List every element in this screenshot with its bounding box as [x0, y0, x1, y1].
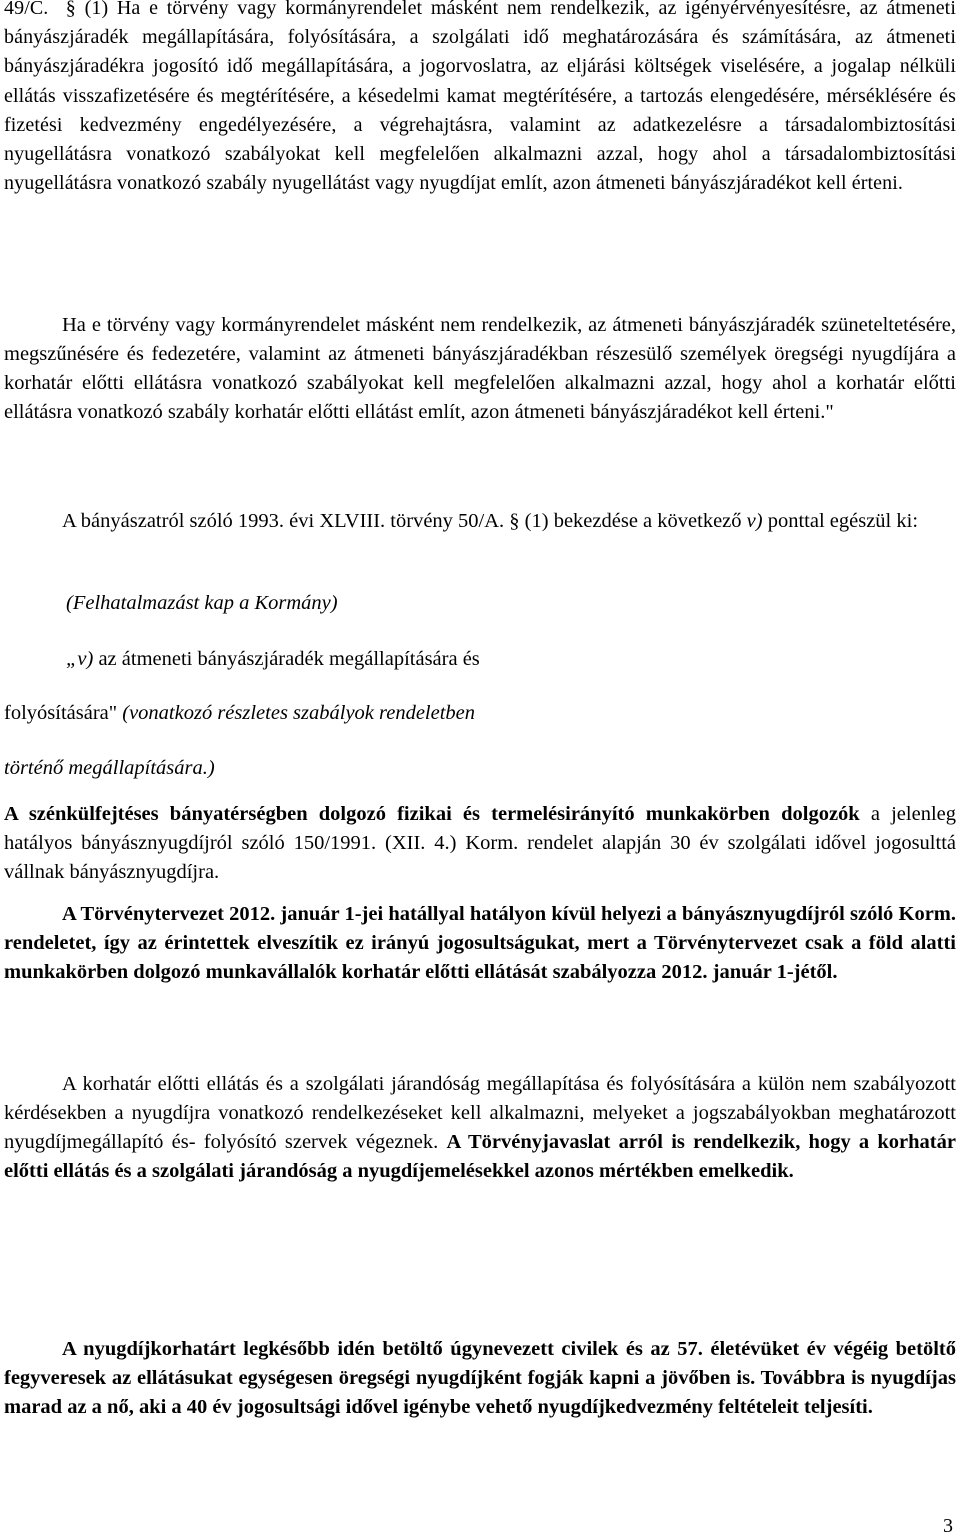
paragraph-korhatar-elotti: A korhatár előtti ellátás és a szolgálati járandóság megállapítása és folyósítására a külön nem szabályozott kérdésekben a nyugdíjra vonatkozó rendelkezéseket kell alkalmazni, melyeket a jogszabályokban meghatározott nyugdíjmegállapító és- folyósító szervek végeznek. A Törvényjavaslat arról is rendelkezik, hogy a korhatár előtti ellátás és a szolgálati járandóság a nyugdíjemelésekkel azonos mértékben emelkedik. — [4, 1073, 956, 1182]
paragraph-nyugdijkorhatar: A nyugdíjkorhatárt legkésőbb idén betöltő úgynevezett civilek és az 57. életévüket év végéig betöltő fegyveresek az ellátásukat egységesen öregségi nyugdíjként fogják kapni a jövőben is. Továbbra is nyugdíjas marad az a nő, aki a 40 év jogosultsági idővel igénybe vehető nyugdíjkedvezmény feltételeit teljesíti. — [4, 1338, 956, 1418]
paragraph-szenkulfejteses: A szénkülfejtéses bányatérségben dolgozó fizikai és termelésirányító munkakörben dolgozók a jelenleg hatályos bányásznyugdíjról szóló 150/1991. (XII. 4.) Korm. rendelet alapján 30 év szolgálati idővel jogosulttá vállnak bányásznyugdíjra. — [4, 803, 956, 883]
paragraph-felhatalmazas: (Felhatalmazást kap a Kormány) — [66, 592, 338, 614]
page-number: 3 — [943, 1515, 953, 1537]
paragraph-torvenytervezet: A Törvénytervezet 2012. január 1-jei hatállyal hatályon kívül helyezi a bányásznyugdíjról szóló Korm. rendeletet, így az érintettek elveszítik ez irányú jogosultságukat, mert a Törvénytervezet csak a föld alatti munkakörben dolgozó munkavállalók korhatár előtti ellátását szabályozza 2012. január 1-jétől. — [4, 903, 956, 983]
paragraph-49c-2: Ha e törvény vagy kormányrendelet másként nem rendelkezik, az átmeneti bányászjáradék szüneteltetésére, megszűnésére és fedezetére, valamint az átmeneti bányászjáradékban részesülő személyek öregségi nyugdíjára a korhatár előtti ellátásra vonatkozó szabályokat kell megfelelően alkalmazni azzal, hogy ahol a korhatár előtti ellátásra vonatkozó szabály korhatár előtti ellátást említ, azon átmeneti bányászjáradékot kell érteni." — [4, 314, 956, 423]
paragraph-megallapitasara: történő megállapítására.) — [4, 757, 215, 779]
paragraph-v-point: „v) az átmeneti bányászjáradék megállapítására és — [66, 648, 480, 670]
paragraph-folyositasara: folyósítására" (vonatkozó részletes szabályok rendeletben — [4, 702, 476, 724]
paragraph-text: (1) Ha e törvény vagy kormányrendelet másként nem rendelkezik, az igényérvényesítésre, az átmeneti bányászjáradék megállapítására, folyósítására, a szolgálati idő meghatározására és számítására, az átmeneti bányászjáradékra jogosító idő megállapítására, a jogorvoslatra, az eljárási költségek viselésére, a jogalap nélküli ellátás visszafizetésére és megtérítésére, a késedelmi kamat megtérítésére, a tartozás elengedésére, mérséklésére és fizetési kedvezmény engedélyezésére, a végrehajtásra, valamint az adatkezelésre a társadalombiztosítási nyugellátásra vonatkozó szabályokat kell megfelelően alkalmazni azzal, hogy ahol a társadalombiztosítási nyugellátásra vonatkozó szabály nyugellátást vagy nyugdíjat említ, azon átmeneti bányászjáradékot kell érteni. — [4, 0, 956, 195]
paragraph-bany-amendment: A bányászatról szóló 1993. évi XLVIII. törvény 50/A. § (1) bekezdése a következő v) ponttal egészül ki: — [62, 510, 919, 532]
section-heading: 49/C. — [4, 0, 49, 19]
paragraph-49c-1: 49/C. § (1) Ha e törvény vagy kormányrendelet másként nem rendelkezik, az igényérvényesítésre, az átmeneti bányászjáradék megállapítására, folyósítására, a szolgálati idő meghatározására és számítására, az átmeneti bányászjáradékra jogosító idő megállapítására, a jogorvoslatra, az eljárási költségek viselésére, a jogalap nélküli ellátás visszafizetésére és megtérítésére, a késedelmi kamat megtérítésére, a tartozás elengedésére, mérséklésére és fizetési kedvezmény engedélyezésére, a végrehajtásra, valamint az adatkezelésre a társadalombiztosítási nyugellátásra vonatkozó szabályokat kell megfelelően alkalmazni azzal, hogy ahol a társadalombiztosítási nyugellátásra vonatkozó szabály nyugellátást vagy nyugdíjat említ, azon átmeneti bányászjáradékot kell érteni. — [4, 0, 956, 198]
